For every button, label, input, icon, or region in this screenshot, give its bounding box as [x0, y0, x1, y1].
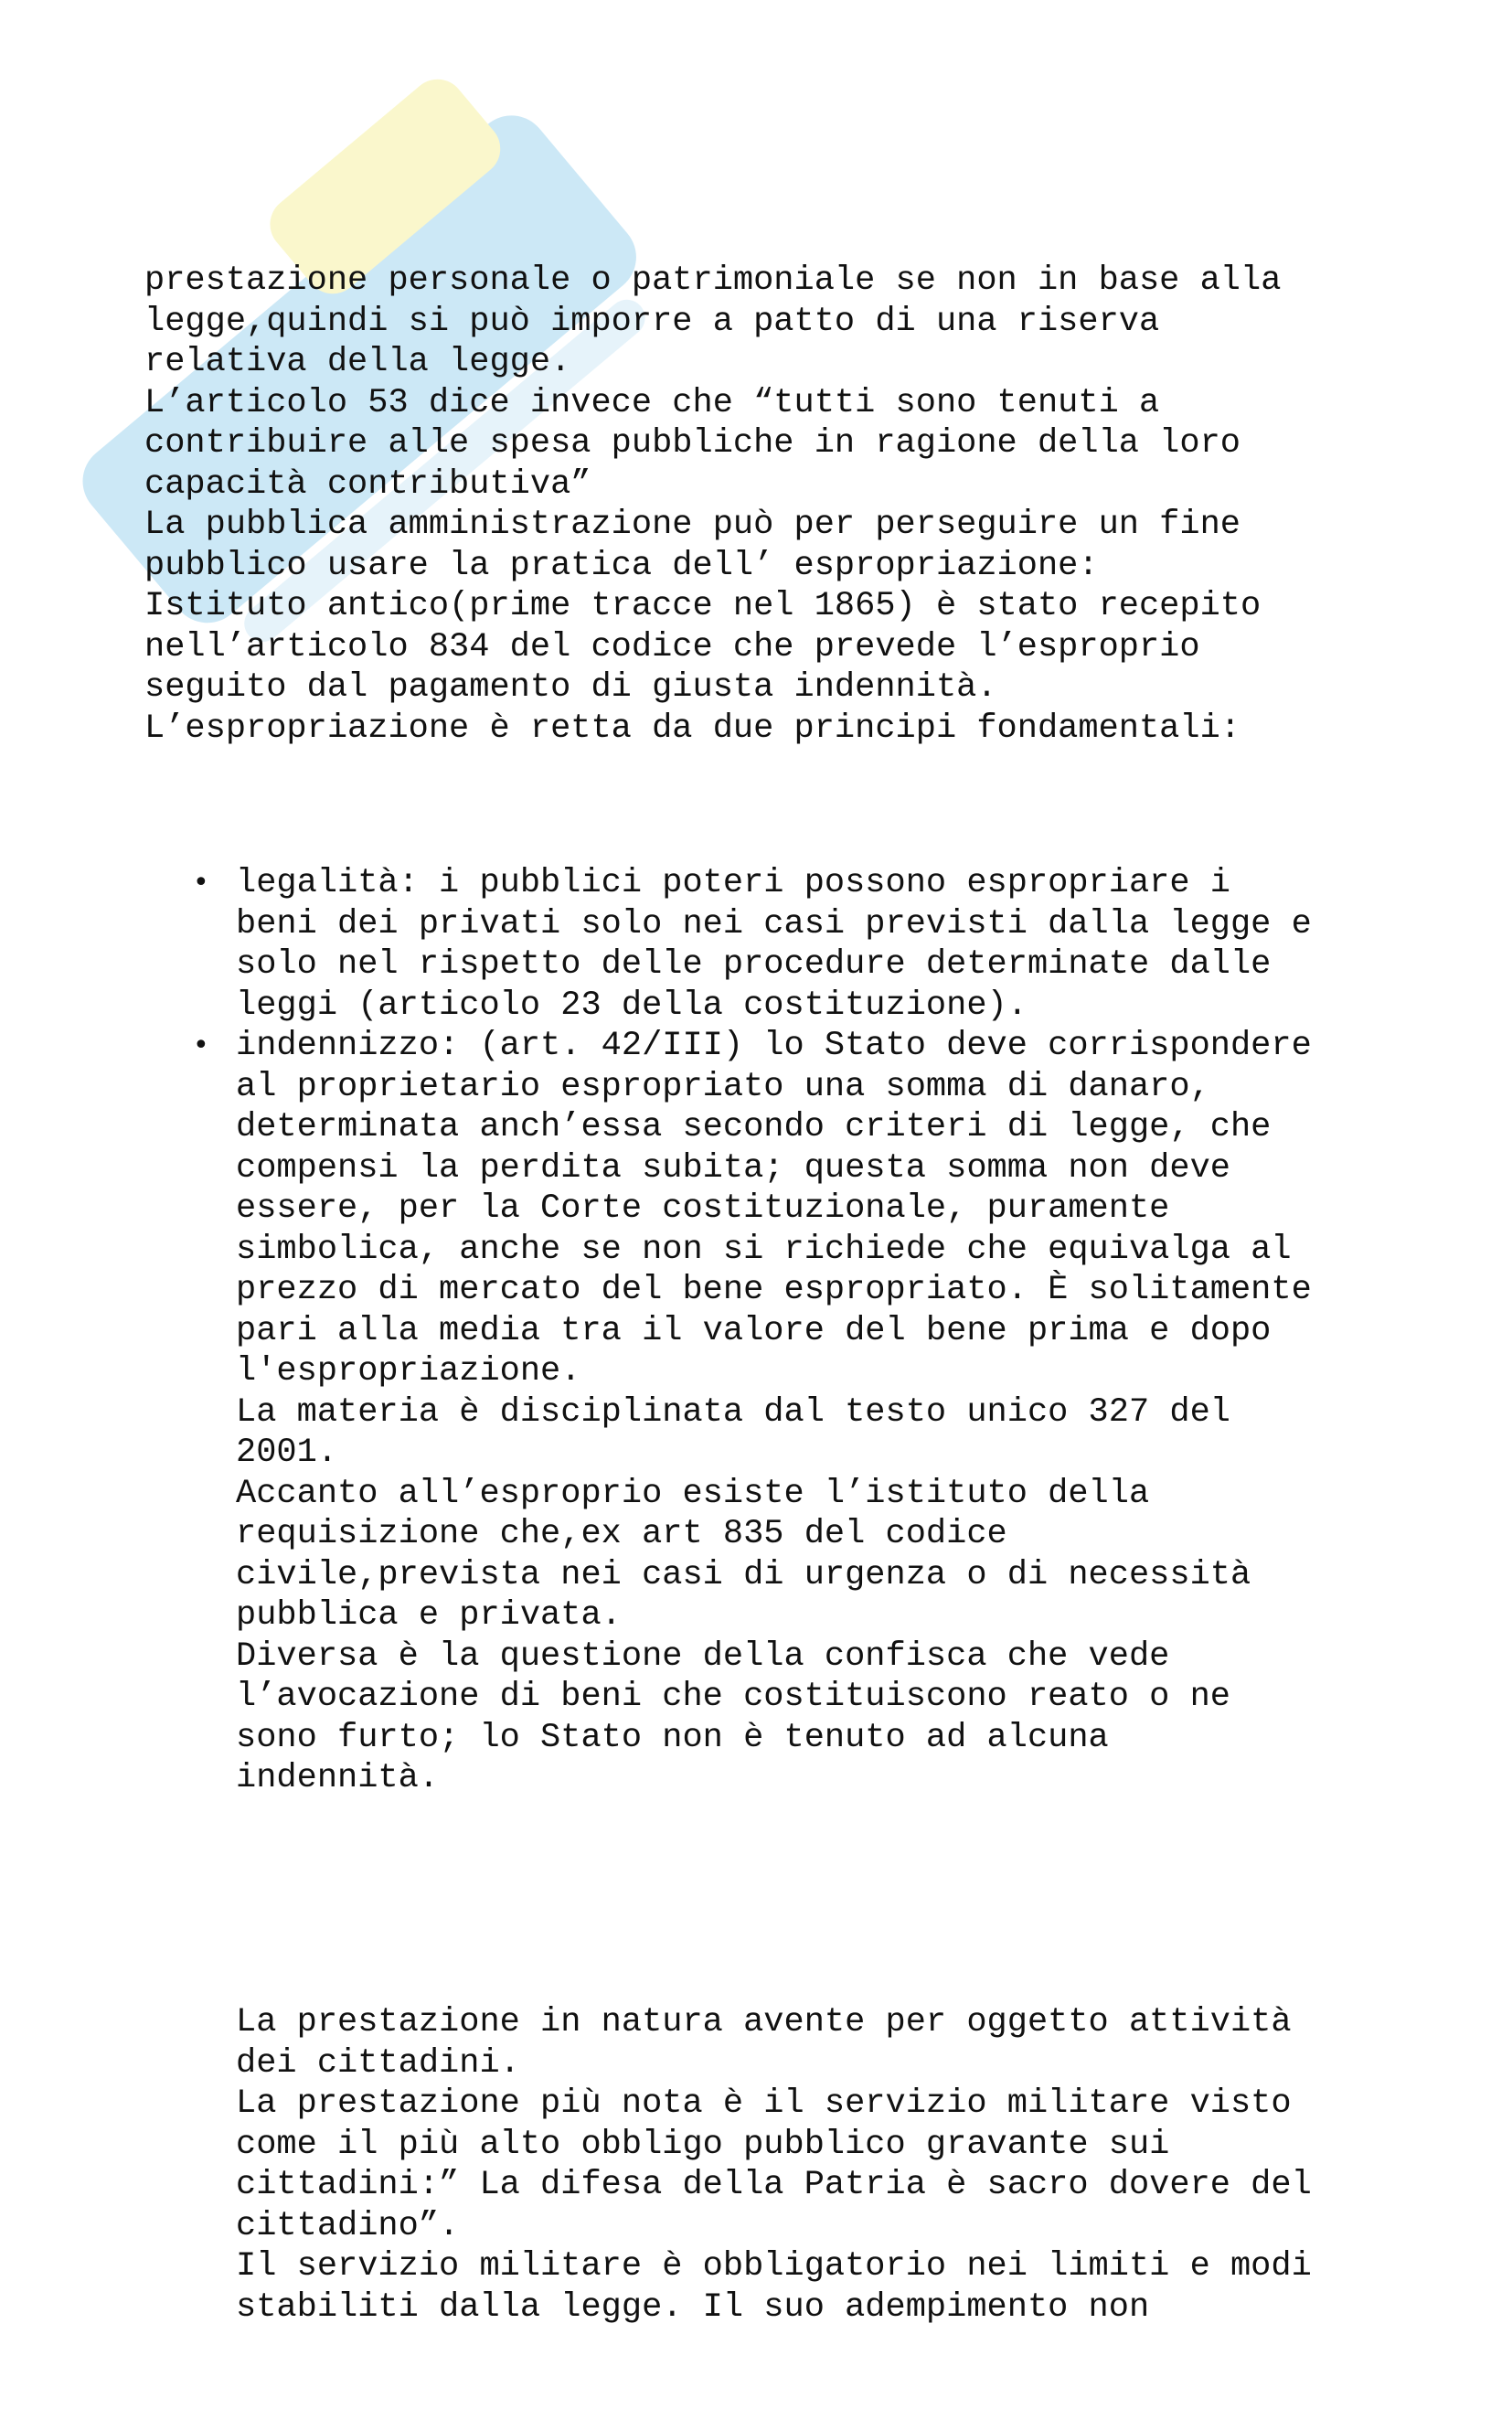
- list-item-line: leggi (articolo 23 della costituzione).: [236, 986, 1028, 1025]
- list-item-line: Accanto all’esproprio esiste l’istituto della: [236, 1474, 1150, 1513]
- text-line: nell’articolo 834 del codice che prevede l’esproprio: [144, 627, 1200, 666]
- principles-list: [144, 863, 1424, 1799]
- list-item-line: Diversa è la questione della confisca che vede: [236, 1636, 1170, 1676]
- text-line: contribuire alle spesa pubbliche in ragione della loro: [144, 424, 1240, 463]
- list-item-line: sono furto; lo Stato non è tenuto ad alcuna: [236, 1718, 1109, 1757]
- list-item-line: pubblica e privata.: [236, 1596, 622, 1635]
- intro-paragraphs: [144, 261, 1424, 749]
- text-line: prestazione personale o patrimoniale se non in base alla: [144, 261, 1282, 300]
- text-line: capacità contributiva”: [144, 464, 591, 504]
- text-line: La pubblica amministrazione può per perseguire un fine: [144, 506, 1240, 544]
- text-line: seguito dal pagamento di giusta indennità.: [144, 668, 997, 707]
- list-item-line: al proprietario espropriato una somma di danaro,: [236, 1067, 1210, 1106]
- list-item-line: La materia è disciplinata dal testo unico 327 del: [236, 1392, 1230, 1432]
- list-item-line: indennità.: [236, 1759, 440, 1797]
- list-item-line: determinata anch’essa secondo criteri di legge, che: [236, 1108, 1272, 1146]
- bullet-icon: •: [193, 867, 209, 899]
- bullet-icon: •: [193, 1029, 209, 1061]
- list-item: [144, 863, 1424, 1026]
- text-line: dei cittadini.: [236, 2043, 520, 2083]
- blank-line: [144, 1881, 1424, 1922]
- text-line: cittadini:” La difesa della Patria è sacro dovere del: [236, 2166, 1312, 2204]
- text-line: L’articolo 53 dice invece che “tutti sono tenuti a: [144, 383, 1160, 422]
- list-item-line: civile,prevista nei casi di urgenza o di necessità: [236, 1555, 1251, 1594]
- list-item-line: 2001.: [236, 1434, 338, 1472]
- text-line: come il più alto obbligo pubblico gravante sui: [236, 2125, 1170, 2164]
- text-line: legge,quindi si può imporre a patto di una riserva: [144, 302, 1160, 341]
- text-line: Il servizio militare è obbligatorio nei limiti e modi: [236, 2247, 1312, 2286]
- list-item-line: beni dei privati solo nei casi previsti dalla legge e: [236, 904, 1312, 943]
- list-item-line: pari alla media tra il valore del bene prima e dopo: [236, 1311, 1272, 1350]
- text-line: Istituto antico(prime tracce nel 1865) è stato recepito: [144, 587, 1262, 625]
- after-paragraphs: [144, 2002, 1424, 2328]
- list-item-line: simbolica, anche se non si richiede che equivalga al: [236, 1230, 1292, 1269]
- text-line: pubblico usare la pratica dell’ espropriazione:: [144, 546, 1099, 585]
- list-item-line: essere, per la Corte costituzionale, puramente: [236, 1189, 1170, 1228]
- text-line: relativa della legge.: [144, 343, 571, 381]
- list-item-line: l'espropriazione.: [236, 1352, 581, 1391]
- text-line: La prestazione più nota è il servizio militare visto: [236, 2084, 1292, 2123]
- list-item-line: prezzo di mercato del bene espropriato. È solitamente: [236, 1271, 1312, 1309]
- text-line: cittadino”.: [236, 2206, 460, 2245]
- list-item-line: compensi la perdita subita; questa somma non deve: [236, 1148, 1230, 1188]
- list-item-line: requisizione che,ex art 835 del codice: [236, 1515, 1007, 1553]
- text-line: La prestazione in natura avente per oggetto attività: [236, 2003, 1292, 2041]
- text-line: stabiliti dalla legge. Il suo adempimento non: [236, 2287, 1150, 2327]
- list-item-line: solo nel rispetto delle procedure determinate dalle: [236, 945, 1272, 984]
- list-item: [144, 1026, 1424, 1799]
- list-item-line: legalità: i pubblici poteri possono espropriare i: [236, 864, 1230, 902]
- list-item-line: l’avocazione di beni che costituiscono reato o ne: [236, 1678, 1230, 1716]
- text-line: L’espropriazione è retta da due principi fondamentali:: [144, 709, 1240, 748]
- list-item-line: indennizzo: (art. 42/III) lo Stato deve corrispondere: [236, 1027, 1312, 1065]
- document-body: [144, 179, 1424, 2409]
